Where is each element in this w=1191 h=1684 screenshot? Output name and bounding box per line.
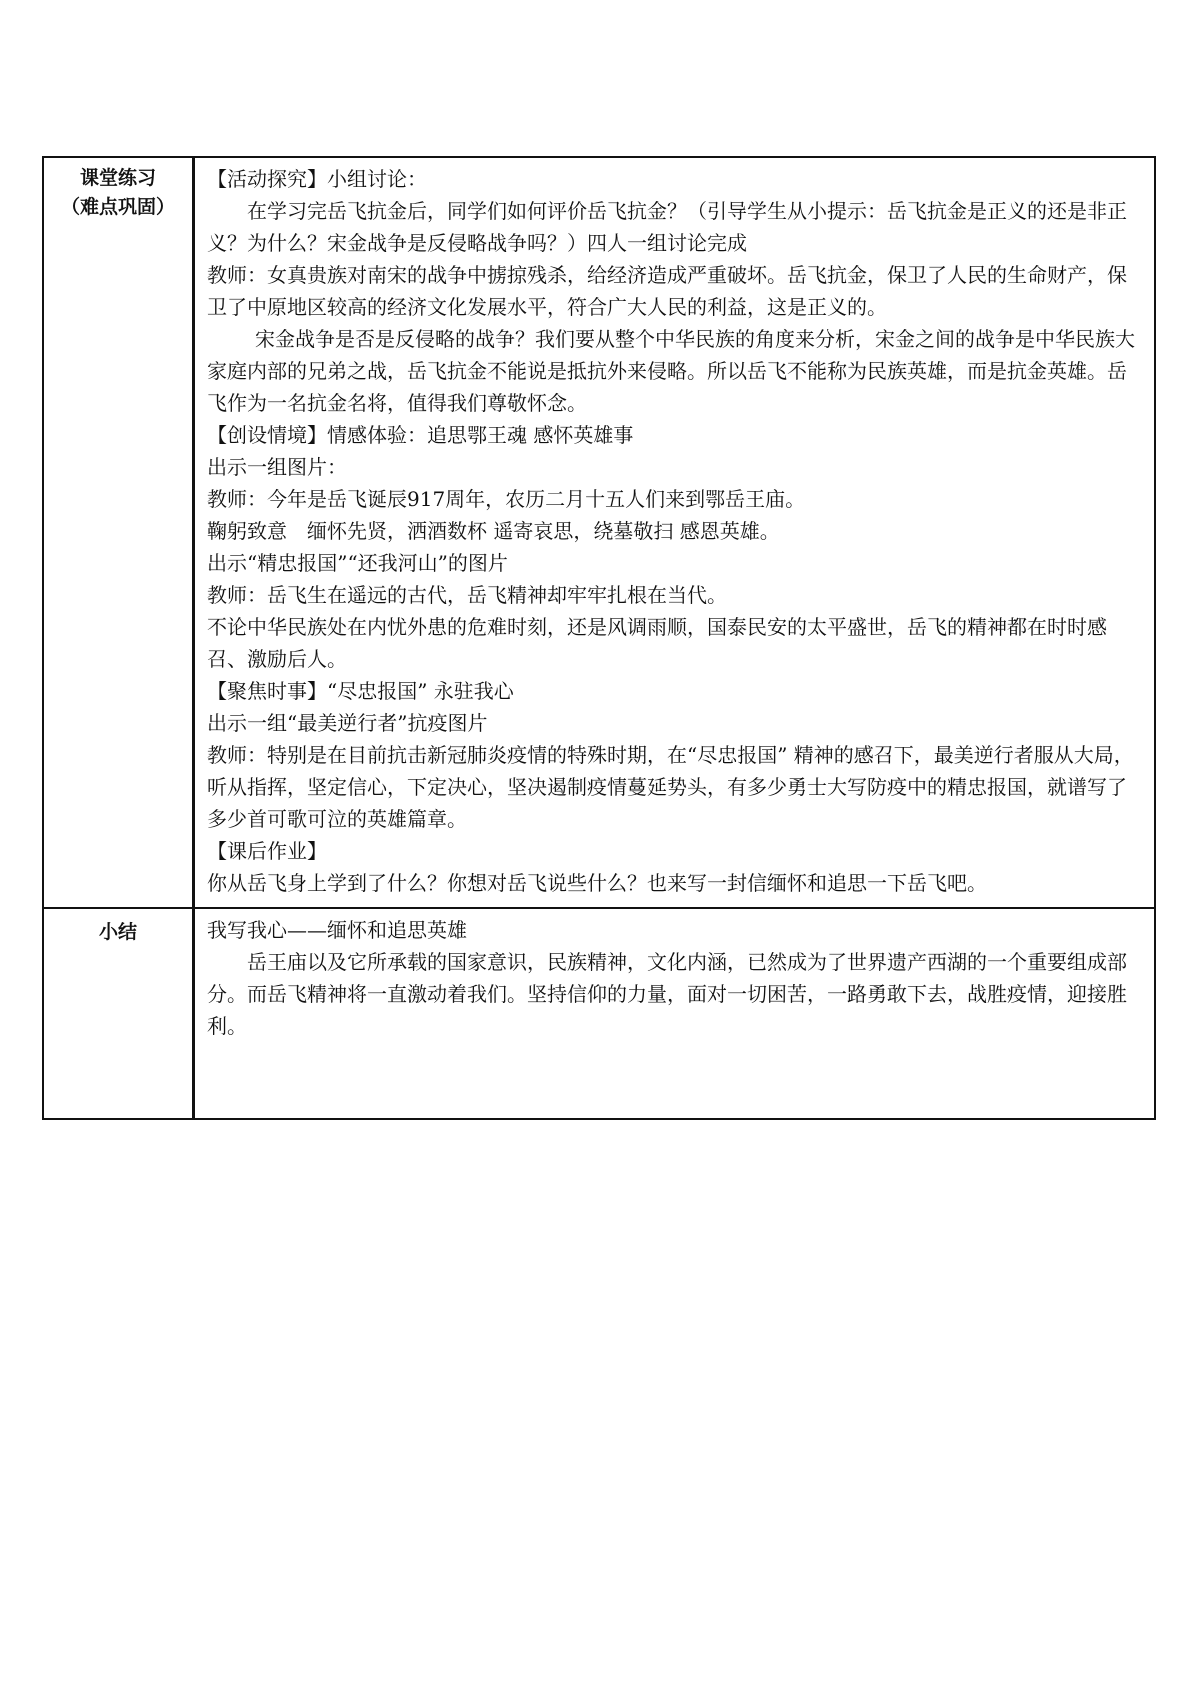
teacher-epidemic: 教师：特别是在目前抗击新冠肺炎疫情的特殊时期，在“尽忠报国” 精神的感召下，最美逆行者服从大局，听从指挥，坚定信心，下定决心，坚决遏制疫情蔓延势头，有多少勇士大写防疫中的精忠报国，就谱写了多少首可歌可泣的英雄篇章。 xyxy=(207,743,1134,831)
show-slogan-pictures: 出示“精忠报国”“还我河山”的图片 xyxy=(207,551,508,575)
row-label-line: 课堂练习 xyxy=(79,167,156,189)
teacher-explanation: 教师：女真贵族对南宋的战争中掳掠残杀，给经济造成严重破坏。岳飞抗金，保卫了人民的生命财产，保卫了中原地区较高的经济文化发展水平，符合广大人民的利益，这是正义的。 xyxy=(207,263,1127,319)
scenario-heading: 【创设情境】情感体验：追思鄂王魂 感怀英雄事 xyxy=(207,423,634,447)
row-label-line: （难点巩固） xyxy=(60,196,175,218)
memorial-line: 鞠躬致意 缅怀先贤，洒酒数杯 遥寄哀思，绕墓敬扫 感恩英雄。 xyxy=(207,519,780,543)
current-events-heading: 【聚焦时事】“尽忠报国” 永驻我心 xyxy=(207,679,514,703)
discussion-question: 在学习完岳飞抗金后，同学们如何评价岳飞抗金？（引导学生从小提示：岳飞抗金是正义的还是非正义？为什么？宋金战争是反侵略战争吗？）四人一组讨论完成 xyxy=(207,199,1127,255)
teacher-spirit: 教师：岳飞生在遥远的古代，岳飞精神却牢牢扎根在当代。 xyxy=(207,583,727,607)
spirit-inspiration: 不论中华民族处在内忧外患的危难时刻，还是风调雨顺，国泰民安的太平盛世，岳飞的精神都在时时感召、激励后人。 xyxy=(207,615,1107,671)
homework-task: 你从岳飞身上学到了什么？你想对岳飞说些什么？也来写一封信缅怀和追思一下岳飞吧。 xyxy=(207,871,987,895)
row-label-summary xyxy=(43,908,194,1119)
row-label-line: 小结 xyxy=(98,921,137,943)
summary-text: 岳王庙以及它所承载的国家意识，民族精神，文化内涵，已然成为了世界遗产西湖的一个重要组成部分。而岳飞精神将一直激动着我们。坚持信仰的力量，面对一切困苦，一路勇敢下去，战胜疫情，迎接胜利。 xyxy=(207,950,1127,1038)
summary-content xyxy=(194,908,1156,1119)
practice-content xyxy=(194,157,1156,908)
summary-title: 我写我心——缅怀和追思英雄 xyxy=(207,918,467,942)
teacher-anniversary: 教师：今年是岳飞诞辰917周年，农历二月十五人们来到鄂岳王庙。 xyxy=(207,487,806,511)
table-row-summary xyxy=(43,908,1155,1119)
war-analysis: 宋金战争是否是反侵略的战争？我们要从整个中华民族的角度来分析，宋金之间的战争是中华民族大家庭内部的兄弟之战，岳飞抗金不能说是抵抗外来侵略。所以岳飞不能称为民族英雄，而是抗金英雄。岳飞作为一名抗金名将，值得我们尊敬怀念。 xyxy=(207,327,1135,415)
show-anti-epidemic-pictures: 出示一组“最美逆行者”抗疫图片 xyxy=(207,711,488,735)
activity-heading: 【活动探究】小组讨论： xyxy=(207,167,427,191)
lesson-plan-table xyxy=(42,156,1156,1120)
homework-heading: 【课后作业】 xyxy=(207,839,327,863)
row-label-classroom-practice xyxy=(43,157,194,908)
table-row-classroom-practice xyxy=(43,157,1155,908)
show-pictures: 出示一组图片： xyxy=(207,455,347,479)
